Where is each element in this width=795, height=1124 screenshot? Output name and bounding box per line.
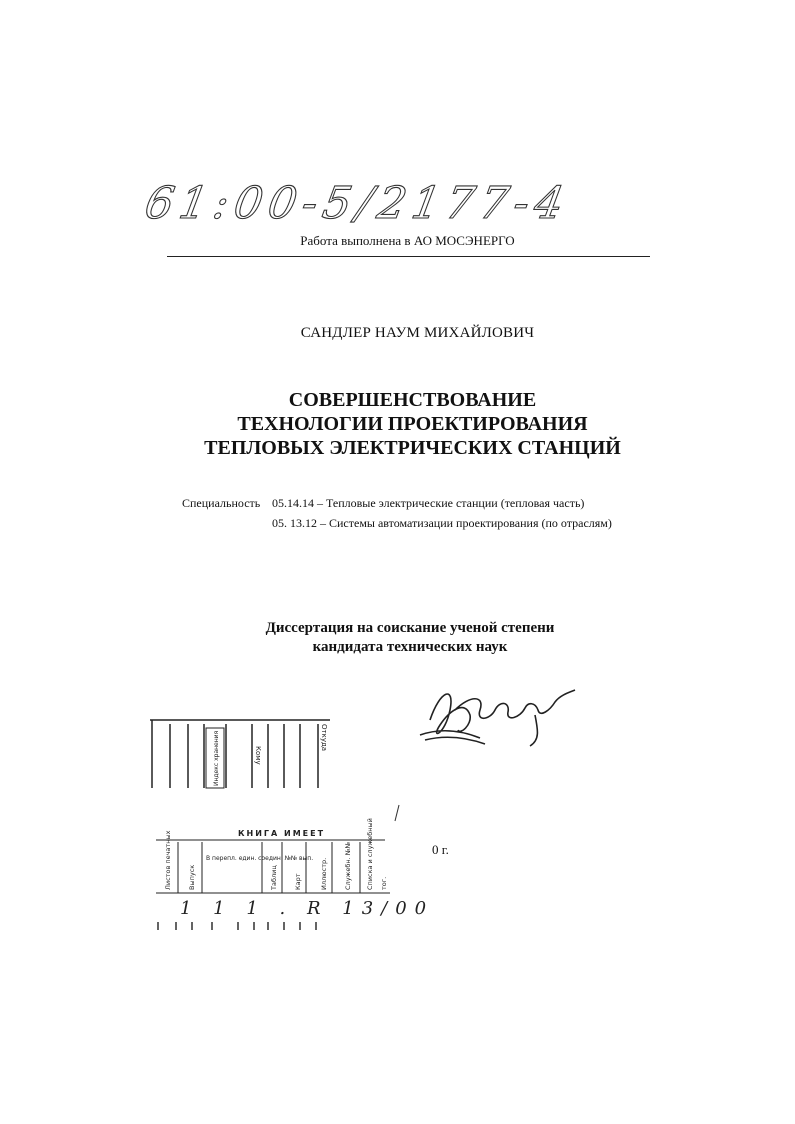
handwritten-code-text: 61:00-5/2177-4 xyxy=(141,178,574,229)
degree-line: Диссертация на соискание ученой степени xyxy=(265,620,555,636)
stamp-handwritten-values: 1 1 1 . R 13/00 xyxy=(180,898,435,919)
title-line: ТЕПЛОВЫХ ЭЛЕКТРИЧЕСКИХ СТАНЦИЙ xyxy=(204,437,621,459)
stamp-col-issue: Выпуск xyxy=(188,864,196,890)
stamp-col-illustrations: Иллюстр. xyxy=(320,857,328,890)
stamp-label-index: Индекс хранения xyxy=(213,730,220,786)
dissertation-title xyxy=(0,388,795,460)
stamp-col-service: Служебн. №№ xyxy=(344,841,352,890)
specialty-label: Специальность xyxy=(182,496,261,510)
library-stamp xyxy=(150,718,435,938)
degree-line: кандидата технических наук xyxy=(312,639,508,655)
organization-line: Работа выполнена в АО МОСЭНЕРГО xyxy=(300,233,515,248)
stamp-col-maps: Карт xyxy=(294,873,302,890)
title-line: ТЕХНОЛОГИИ ПРОЕКТИРОВАНИЯ xyxy=(237,413,588,435)
stamp-col-list: Списка и служебный xyxy=(366,818,374,890)
author-signature xyxy=(410,680,580,750)
stamp-label-from: Откуда xyxy=(320,724,328,752)
stamp-label-to: Кому xyxy=(254,746,262,765)
degree-statement xyxy=(0,619,795,657)
header-divider xyxy=(167,256,650,257)
stamp-heading: КНИГА ИМЕЕТ xyxy=(238,829,326,838)
stamp-col-binding: В перепл. един. соедин. №№ вып. xyxy=(206,855,314,862)
specialty-item: 05.14.14 – Тепловые электрические станции (тепловая часть) xyxy=(272,496,585,510)
stamp-col-year: тог. xyxy=(380,876,388,890)
specialty-item: 05. 13.12 – Системы автоматизации проектирования (по отраслям) xyxy=(272,516,612,530)
handwritten-archive-code xyxy=(141,168,574,238)
stamp-col-tables: Таблиц xyxy=(270,865,278,890)
author-name: САНДЛЕР НАУМ МИХАЙЛОВИЧ xyxy=(300,325,535,341)
title-line: СОВЕРШЕНСТВОВАНИЕ xyxy=(288,389,537,411)
year-text: 0 г. xyxy=(432,842,449,857)
stamp-col-sheets: Листов печатных xyxy=(164,830,172,890)
